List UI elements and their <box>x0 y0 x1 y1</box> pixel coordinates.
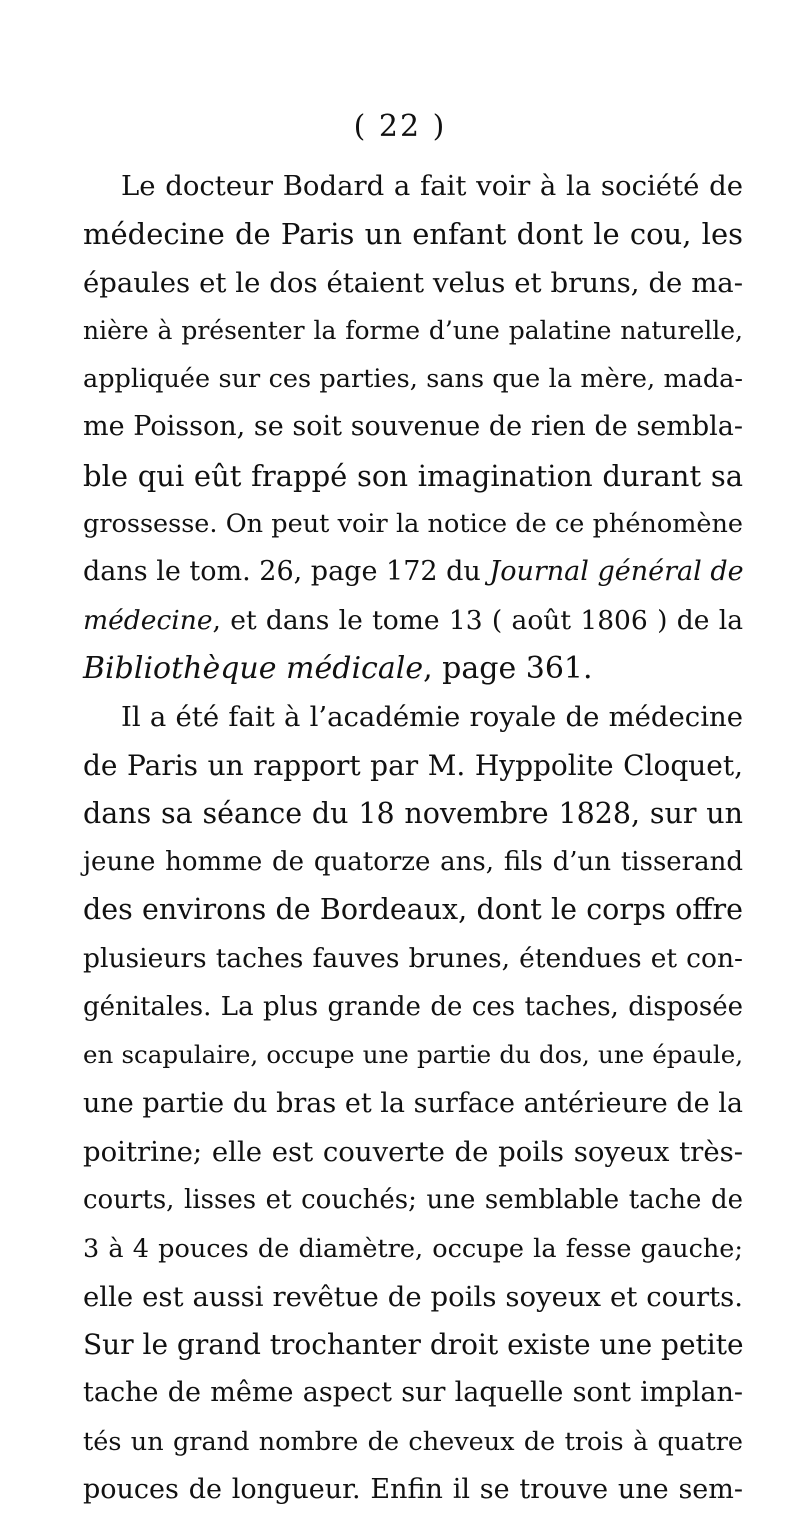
text-line: tache de même aspect sur laquelle sont implan- <box>83 1377 743 1409</box>
text-line: tés un grand nombre de cheveux de trois à quatre <box>83 1426 743 1457</box>
text-line: elle est aussi revêtue de poils soyeux et courts. <box>83 1280 743 1313</box>
text-line: de Paris un rapport par M. Hyppolite Cloquet, <box>83 748 743 782</box>
text-line: nière à présenter la forme d’une palatine naturelle, <box>83 315 743 345</box>
journal-title: Journal général de <box>489 556 744 588</box>
text-line: me Poisson, se soit souvenue de rien de sembla- <box>83 411 743 443</box>
journal-title-continued: médecine <box>83 604 213 636</box>
text-line: plusieurs taches fauves brunes, étendues et con- <box>83 942 743 974</box>
text-line: épaules et le dos étaient velus et bruns, de ma- <box>83 266 743 299</box>
text-line: une partie du bras et la surface antérieure de la <box>83 1087 743 1119</box>
text-line: Il a été fait à l’académie royale de médecine <box>121 701 743 734</box>
page-number: ( 22 ) <box>353 109 447 144</box>
text-line: grossesse. On peut voir la notice de ce phénomène <box>83 509 743 540</box>
bibliotheque-title: Bibliothèque médicale <box>83 650 424 686</box>
body-text <box>83 162 743 1514</box>
text-line <box>83 548 743 596</box>
text-line: dans sa séance du 18 novembre 1828, sur un <box>83 796 743 830</box>
text-line: 3 à 4 pouces de diamètre, occupe la fesse gauche; <box>83 1233 743 1264</box>
text-line: en scapulaire, occupe une partie du dos, une épaule, <box>83 1040 743 1070</box>
text-line: des environs de Bordeaux, dont le corps offre <box>83 893 743 927</box>
text-segment: dans le tom. 26, page 172 du <box>83 556 490 588</box>
text-line: médecine de Paris un enfant dont le cou, les <box>83 217 743 252</box>
text-segment: , page 361. <box>423 650 593 686</box>
text-line: Le docteur Bodard a fait voir à la société de <box>121 170 743 202</box>
text-line: ble qui eût frappé son imagination durant sa <box>83 458 743 493</box>
text-line: pouces de longueur. Enfin il se trouve une sem- <box>83 1474 743 1506</box>
text-line <box>83 645 743 693</box>
text-line <box>83 597 743 645</box>
text-line: poitrine; elle est couverte de poils soyeux très- <box>83 1135 743 1168</box>
text-segment: , et dans le tome 13 ( août 1806 ) de la <box>212 604 743 636</box>
text-line: courts, lisses et couchés; une semblable tache de <box>83 1185 743 1216</box>
text-line: appliquée sur ces parties, sans que la mère, mada- <box>83 364 743 395</box>
text-line: génitales. La plus grande de ces taches, disposée <box>83 992 743 1023</box>
text-line: Sur le grand trochanter droit existe une petite <box>83 1328 744 1362</box>
text-line: jeune homme de quatorze ans, fils d’un tisserand <box>83 847 743 878</box>
